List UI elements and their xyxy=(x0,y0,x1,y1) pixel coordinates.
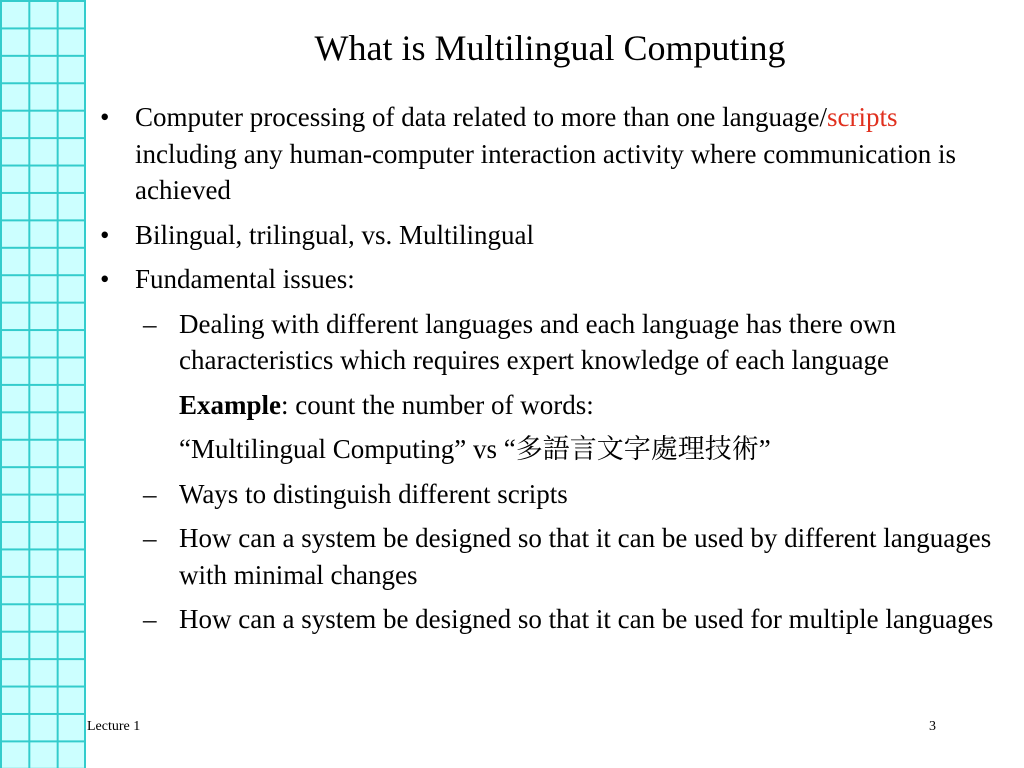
bullet-icon: • xyxy=(100,219,110,250)
footer-lecture-label: Lecture 1 xyxy=(87,719,141,734)
dash-icon: – xyxy=(143,604,157,634)
bullet-text: Computer processing of data related to more than one language/ xyxy=(135,102,828,132)
bullet-item xyxy=(100,99,1000,209)
sub-bullet-text: How can a system be designed so that it can be used by different languages with minimal changes xyxy=(179,523,992,590)
dash-icon: – xyxy=(143,478,157,509)
example-text: : count the number of words: xyxy=(281,389,594,420)
accent-word: scripts xyxy=(827,102,898,132)
bullet-text: Bilingual, trilingual, vs. Multilingual xyxy=(135,219,534,250)
sub-bullet-item xyxy=(100,601,1000,638)
bullet-text: including any human-computer interaction activity where communication is achieved xyxy=(135,138,957,205)
sub-bullet-item xyxy=(100,476,1000,513)
bullet-text: Fundamental issues: xyxy=(135,264,355,294)
slide-body xyxy=(100,99,1000,646)
bullet-item xyxy=(100,261,1000,298)
sub-bullet-item xyxy=(100,306,1000,379)
dash-icon: – xyxy=(143,308,157,339)
decorative-grid-strip xyxy=(0,0,86,768)
example-label: Example xyxy=(179,389,282,420)
example-line xyxy=(100,387,1000,424)
sub-bullet-text: How can a system be designed so that it can be used for multiple languages xyxy=(179,604,994,634)
slide-title: What is Multilingual Computing xyxy=(314,28,786,68)
bullet-icon: • xyxy=(100,102,110,132)
sub-bullet-text: Ways to distinguish different scripts xyxy=(179,478,568,509)
dash-icon: – xyxy=(143,523,157,553)
bullet-item xyxy=(100,217,1000,254)
sub-bullet-item xyxy=(100,520,1000,593)
example-quote: “Multilingual Computing” vs “多語言文字處理技術” xyxy=(179,434,771,464)
page-number: 3 xyxy=(929,719,936,734)
bullet-icon: • xyxy=(100,264,110,294)
sub-bullet-text: Dealing with different languages and each language has there own characteristics which requires expert knowledge of each language xyxy=(179,308,896,375)
